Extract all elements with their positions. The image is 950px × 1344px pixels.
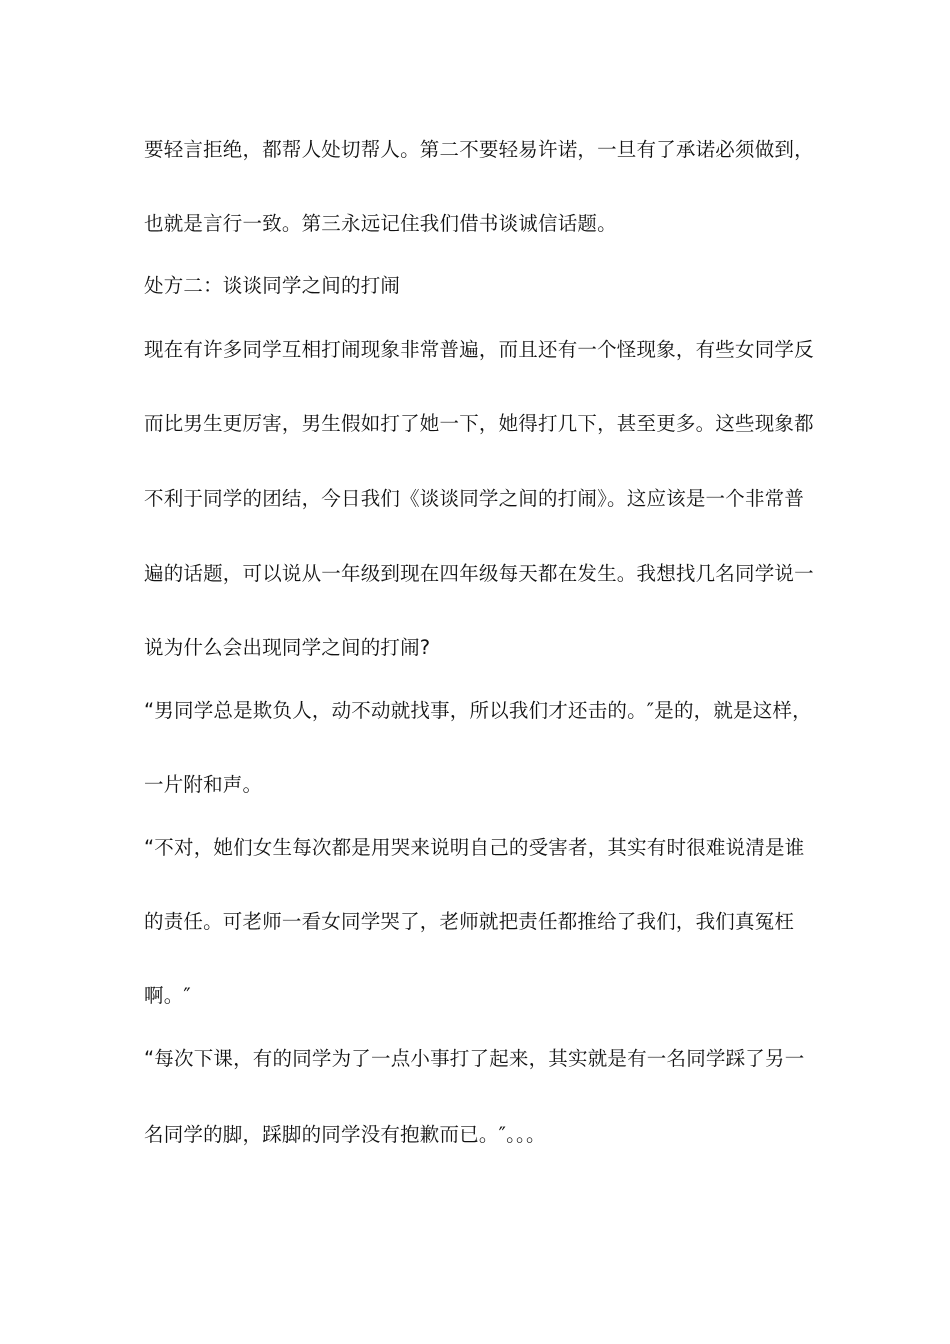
text-line: “男同学总是欺负人，动不动就找事，所以我们才还击的。″是的，就是这样， (144, 699, 812, 722)
text-line: 也就是言行一致。第三永远记住我们借书谈诚信话题。 (144, 212, 617, 235)
text-line: 一片附和声。 (144, 773, 263, 796)
text-line: 要轻言拒绝，都帮人处切帮人。第二不要轻易许诺，一旦有了承诺必须做到， (144, 138, 814, 161)
text-line: 说为什么会出现同学之间的打闹? (144, 636, 431, 659)
text-line: 现在有许多同学互相打闹现象非常普遍，而且还有一个怪现象，有些女同学反 (144, 338, 814, 361)
section-heading: 处方二：谈谈同学之间的打闹 (144, 274, 401, 297)
text-line: “不对，她们女生每次都是用哭来说明自己的受害者，其实有时很难说清是谁 (144, 836, 805, 859)
text-line: 啊。″ (144, 984, 191, 1007)
text-line: 遍的话题，可以说从一年级到现在四年级每天都在发生。我想找几名同学说一 (144, 562, 814, 585)
text-line: 不利于同学的团结，今日我们《谈谈同学之间的打闹》。这应该是一个非常普 (144, 487, 805, 510)
text-line: “每次下课，有的同学为了一点小事打了起来，其实就是有一名同学踩了另一 (144, 1047, 805, 1070)
text-line: 的责任。可老师一看女同学哭了，老师就把责任都推给了我们，我们真冤枉 (144, 910, 795, 933)
text-line: 而比男生更厉害，男生假如打了她一下，她得打几下，甚至更多。这些现象都 (144, 412, 814, 435)
text-line: 名同学的脚，踩脚的同学没有抱歉而已。″。。。 (144, 1123, 546, 1146)
